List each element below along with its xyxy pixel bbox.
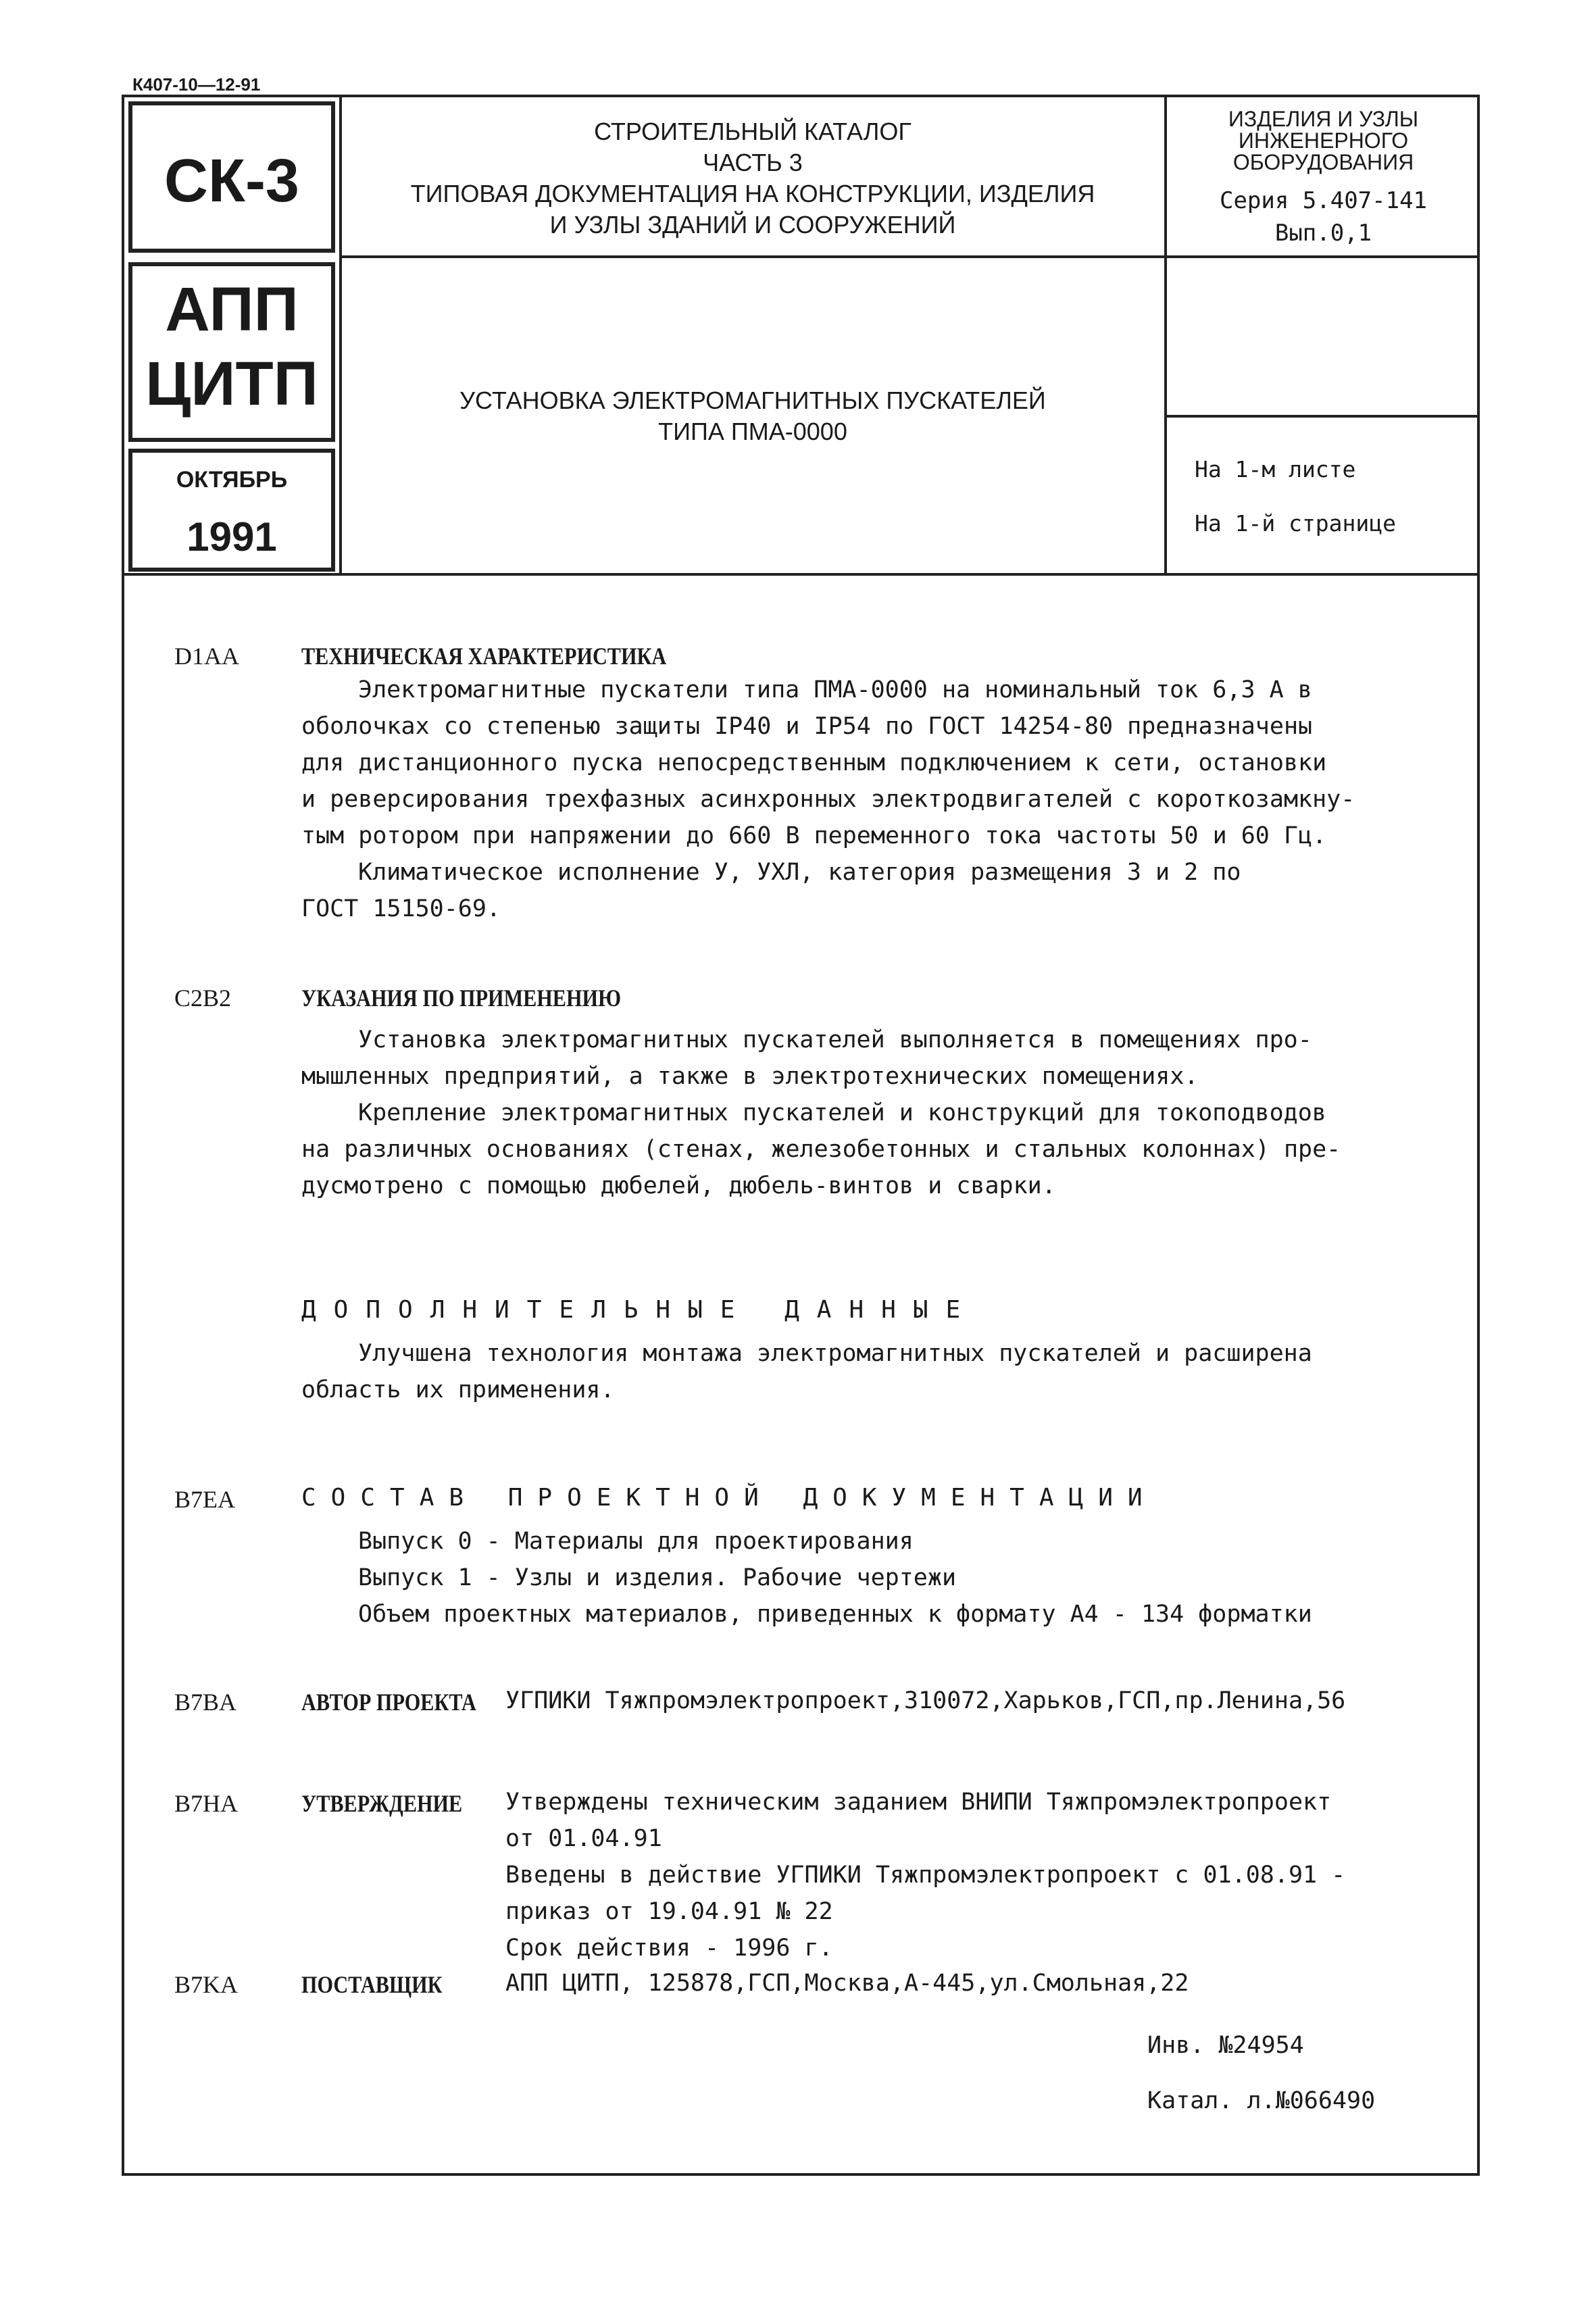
composition-line-3: Объем проектных материалов, приведенных к формату А4 - 134 форматки xyxy=(358,1601,1312,1628)
composition-heading: СОСТАВ ПРОЕКТНОЙ ДОКУМЕНТАЦИИ xyxy=(301,1484,1157,1512)
author-code: B7BA xyxy=(174,1689,237,1716)
catalog-line-4: И УЗЛЫ ЗДАНИЙ И СООРУЖЕНИЙ xyxy=(549,211,956,239)
document-code: К407-10—12-91 xyxy=(132,74,261,95)
year-label: 1991 xyxy=(186,514,277,559)
tech-line-4: и реверсирования трехфазных асинхронных электродвигателей с короткозамкну- xyxy=(301,786,1355,813)
catalog-line-3: ТИПОВАЯ ДОКУМЕНТАЦИЯ НА КОНСТРУКЦИИ, ИЗДЕЛИЯ xyxy=(410,180,1095,207)
supplier-label: ПОСТАВЩИК xyxy=(301,1971,443,1998)
approval-line-2: от 01.04.91 xyxy=(505,1825,662,1852)
approval-line-4: приказ от 19.04.91 № 22 xyxy=(505,1898,833,1925)
extra-line-2: область их применения. xyxy=(301,1376,615,1403)
month-label: ОКТЯБРЬ xyxy=(176,467,288,493)
section-line-2: ИНЖЕНЕРНОГО xyxy=(1238,128,1409,153)
composition-line-1: Выпуск 0 - Материалы для проектирования xyxy=(358,1528,914,1555)
tech-line-2: оболочках со степенью защиты IP40 и IP54 по ГОСТ 14254-80 предназначены xyxy=(301,713,1313,740)
tech-line-6: Климатическое исполнение У, УХЛ, категория размещения 3 и 2 по xyxy=(358,859,1241,886)
sheet-count: На 1-м листе xyxy=(1195,456,1356,482)
citp-label: ЦИТП xyxy=(145,349,318,418)
tech-heading: ТЕХНИЧЕСКАЯ ХАРАКТЕРИСТИКА xyxy=(301,643,667,670)
catalog-sheet-number: Катал. л.№066490 xyxy=(1147,2087,1376,2114)
composition-line-2: Выпуск 1 - Узлы и изделия. Рабочие чертежи xyxy=(358,1564,957,1591)
right-col-rule xyxy=(1164,415,1480,418)
usage-line-1: Установка электромагнитных пускателей выполняется в помещениях про- xyxy=(358,1026,1312,1053)
catalog-title xyxy=(342,116,1164,241)
approval-text xyxy=(505,1784,1345,1966)
approval-code: B7HA xyxy=(174,1790,239,1817)
composition-text xyxy=(358,1523,1312,1633)
title-line-2: ТИПА ПМА-0000 xyxy=(658,418,847,445)
tech-line-1: Электромагнитные пускатели типа ПМА-0000 на номинальный ток 6,3 А в xyxy=(358,676,1312,703)
tech-code: D1AA xyxy=(174,643,239,670)
composition-code: B7EA xyxy=(174,1486,235,1513)
page-count: На 1-й странице xyxy=(1195,510,1397,537)
tech-line-5: тым ротором при напряжении до 660 В переменного тока частоты 50 и 60 Гц. xyxy=(301,822,1327,849)
catalog-line-2: ЧАСТЬ 3 xyxy=(703,149,803,176)
usage-code: C2B2 xyxy=(174,985,232,1012)
usage-heading: УКАЗАНИЯ ПО ПРИМЕНЕНИЮ xyxy=(301,985,622,1012)
header-mid-rule xyxy=(339,255,1480,258)
document-title xyxy=(342,385,1164,447)
approval-label: УТВЕРЖДЕНИЕ xyxy=(301,1790,463,1817)
approval-line-1: Утверждены техническим заданием ВНИПИ Тяжпромэлектропроект xyxy=(505,1789,1332,1816)
section-title xyxy=(1167,108,1480,173)
inventory-number: Инв. №24954 xyxy=(1147,2032,1304,2059)
tech-line-3: для дистанционного пуска непосредственным подключением к сети, остановки xyxy=(301,749,1327,776)
usage-text xyxy=(301,1022,1341,1204)
supplier-code: B7KA xyxy=(174,1971,239,1998)
extra-line-1: Улучшена технология монтажа электромагнитных пускателей и расширена xyxy=(358,1340,1312,1367)
usage-line-5: дусмотрено с помощью дюбелей, дюбель-винтов и сварки. xyxy=(301,1172,1056,1199)
approval-line-3: Введены в действие УГПИКИ Тяжпромэлектропроект с 01.08.91 - xyxy=(505,1862,1346,1889)
extra-text xyxy=(301,1335,1312,1408)
section-line-3: ОБОРУДОВАНИЯ xyxy=(1232,150,1414,174)
usage-line-3: Крепление электромагнитных пускателей и конструкций для токоподводов xyxy=(358,1099,1326,1126)
approval-line-5: Срок действия - 1996 г. xyxy=(505,1935,833,1962)
app-label: АПП xyxy=(165,275,299,344)
tech-text xyxy=(301,672,1355,927)
author-label: АВТОР ПРОЕКТА xyxy=(301,1689,476,1716)
supplier-value: АПП ЦИТП, 125878,ГСП,Москва,А-445,ул.Смольная,22 xyxy=(505,1970,1189,1997)
ck-code: СК-3 xyxy=(164,147,299,215)
catalog-line-1: СТРОИТЕЛЬНЫЙ КАТАЛОГ xyxy=(594,118,912,145)
usage-line-2: мышленных предприятий, а также в электротехнических помещениях. xyxy=(301,1063,1199,1090)
title-line-1: УСТАНОВКА ЭЛЕКТРОМАГНИТНЫХ ПУСКАТЕЛЕЙ xyxy=(459,387,1046,414)
author-value: УГПИКИ Тяжпромэлектропроект,310072,Харьков,ГСП,пр.Ленина,56 xyxy=(505,1687,1346,1714)
extra-heading: ДОПОЛНИТЕЛЬНЫЕ ДАННЫЕ xyxy=(301,1296,978,1324)
tech-line-7: ГОСТ 15150-69. xyxy=(301,895,501,922)
issue-label: Вып.0,1 xyxy=(1274,220,1372,247)
series-label: Серия 5.407-141 xyxy=(1219,187,1428,214)
header-bottom-rule xyxy=(122,573,1480,576)
section-line-1: ИЗДЕЛИЯ И УЗЛЫ xyxy=(1228,107,1419,131)
usage-line-4: на различных основаниях (стенах, железобетонных и стальных колоннах) пре- xyxy=(301,1136,1341,1163)
